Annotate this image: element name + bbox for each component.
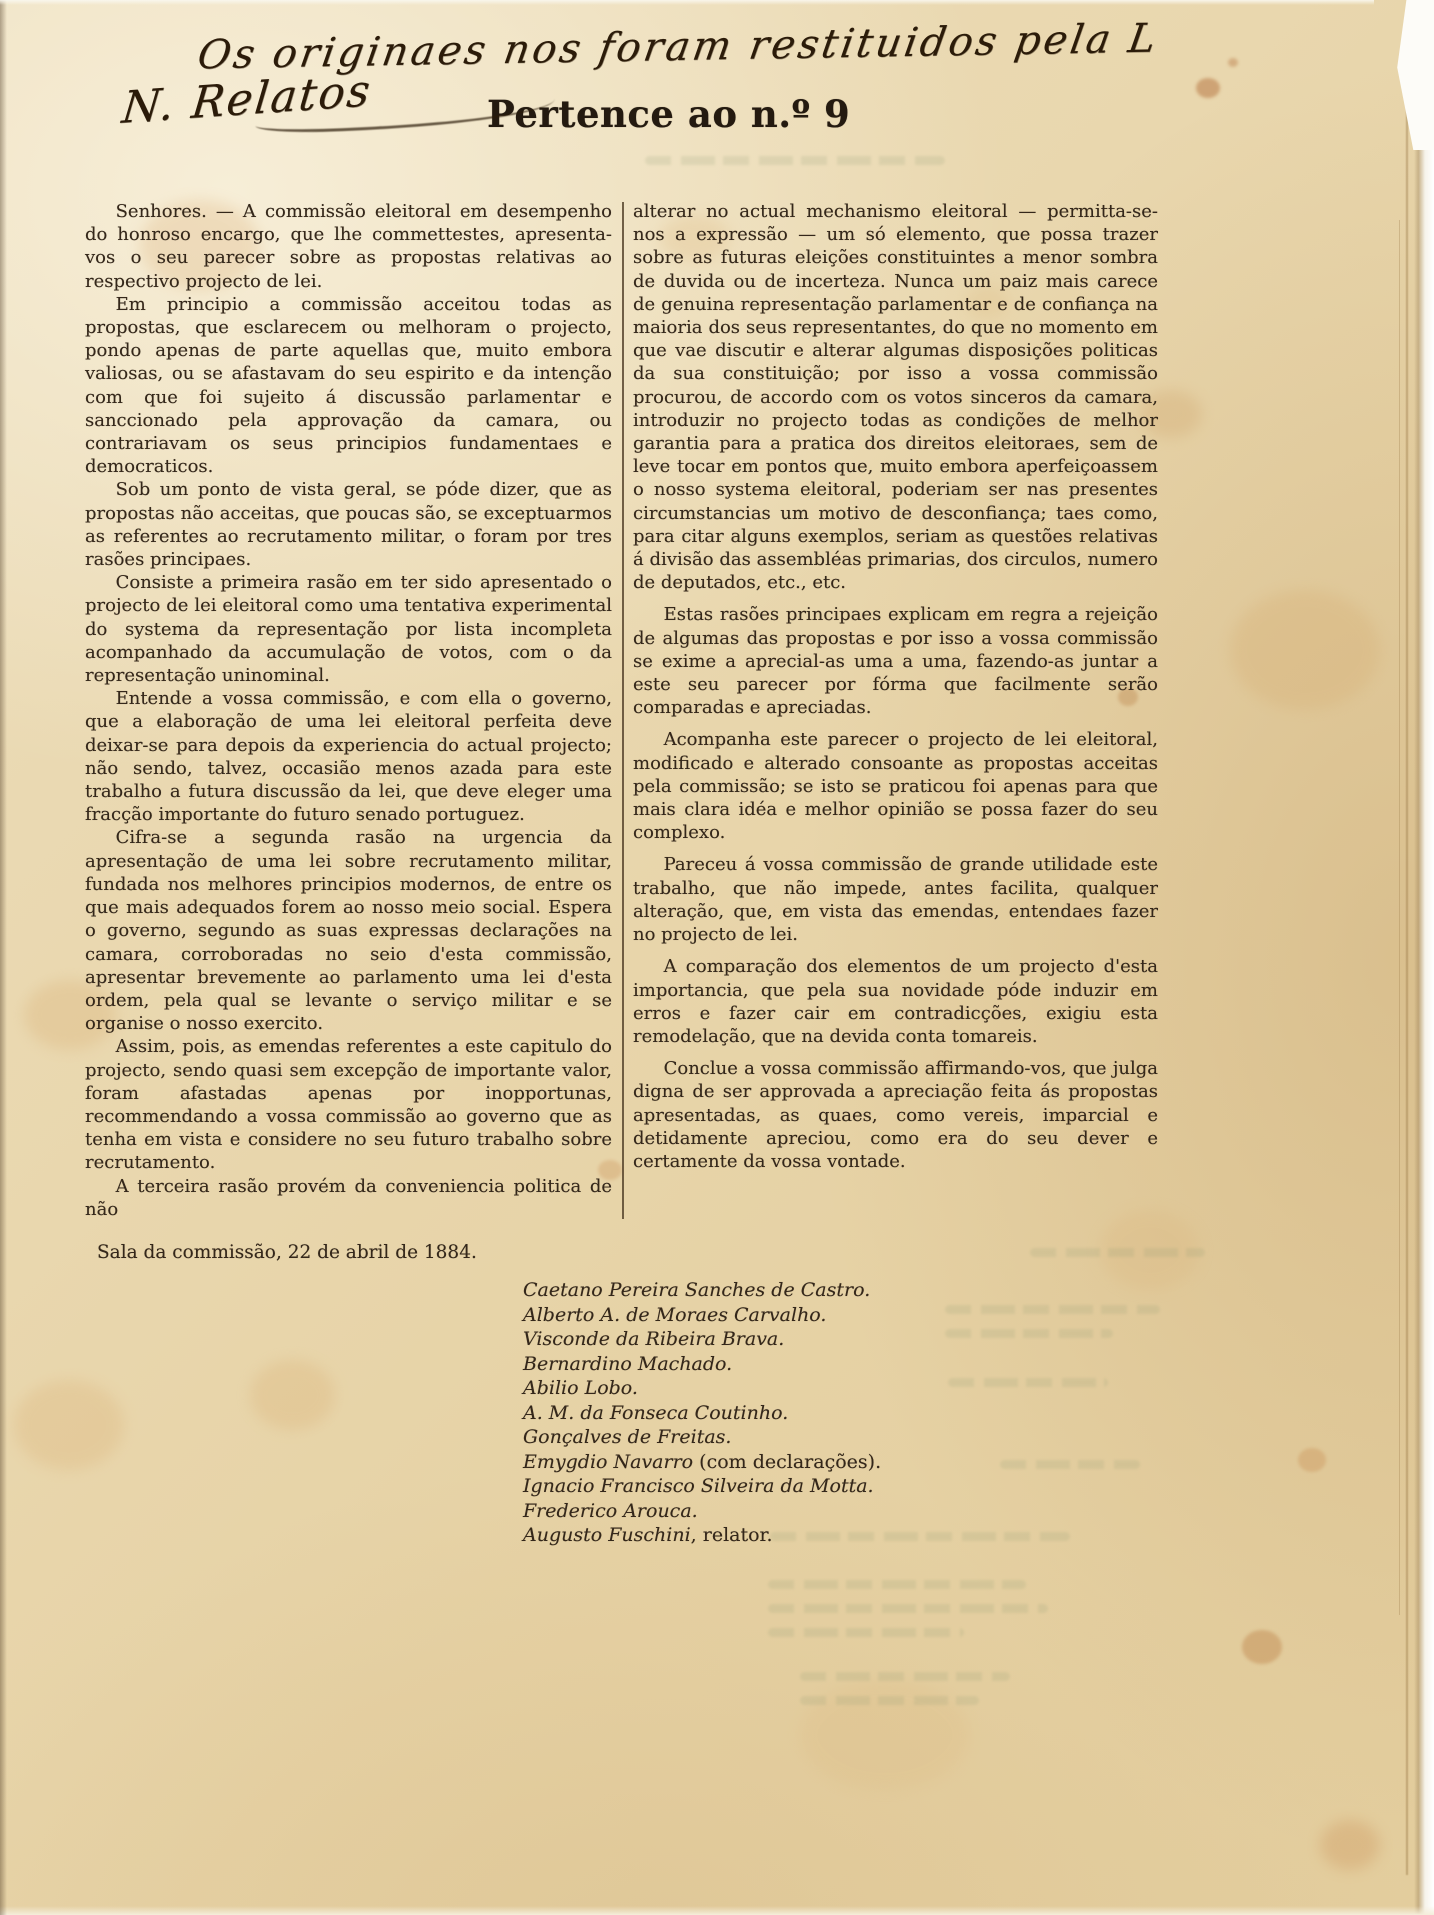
signature-name: A. M. da Fonseca Coutinho. <box>523 1401 789 1424</box>
column-divider-rule <box>622 202 624 1219</box>
page-left-edge <box>0 0 7 1915</box>
page-stack-crease <box>1406 70 1408 1875</box>
signature-suffix: , relator. <box>690 1524 773 1547</box>
signature-name: Augusto Fuschini <box>523 1524 691 1547</box>
body-paragraph: alterar no actual mechanismo eleitoral — permitta-se-nos a expressão — um só elemento, que possa trazer sobre as futuras eleições constituintes a menor sombra de duvida ou de incerteza. Nunca um paiz mais carece de genuina representação parlamentar e de confiança na maioria dos seus representantes, do que no momento em que vae discutir e alterar algumas disposições politicas da sua constituição; por isso a vossa commissão procurou, de accordo com os votos sinceros da camara, introduzir no projecto todas as condições de melhor garantia para a pratica dos direitos eleitoraes, sem de leve tocar em pontos que, muito embora aperfeiçoassem o nosso systema eleitoral, poderiam ser nas presentes circumstancias um motivo de desconfiança; taes como, para citar alguns exemplos, seriam as questões relativas á divisão das assembléas primarias, dos circulos, numero de deputados, etc., etc. <box>633 201 1158 594</box>
body-paragraph: A comparação dos elementos de um projecto d'esta importancia, que pela sua novidade póde induzir em erros e fazer cair em contradicções, exigiu esta remodelação, que na devida conta tomareis. <box>633 956 1158 1047</box>
signature-list <box>523 1278 1158 1548</box>
document-body <box>85 200 1158 1548</box>
page-stack-crease <box>1399 220 1400 1615</box>
signature-item <box>523 1499 1158 1524</box>
body-paragraph: Senhores. — A commissão eleitoral em desempenho do honroso encargo, que lhe commettestes, apresenta-vos o seu parecer sobre as propostas relativas ao respectivo projecto de lei. <box>85 201 612 292</box>
page-right-torn-edge <box>1414 0 1434 1915</box>
signature-name: Gonçalves de Freitas. <box>523 1426 732 1449</box>
body-paragraph: Entende a vossa commissão, e com ella o governo, que a elaboração de uma lei eleitoral perfeita deve deixar-se para depois da experiencia do actual projecto; não sendo, talvez, occasião menos azada para este trabalho a futura discussão da lei, que deve eleger uma fracção importante do futuro senado portuguez. <box>85 688 612 826</box>
body-paragraph: Sob um ponto de vista geral, se póde dizer, que as propostas não acceitas, que poucas são, se exceptuarmos as referentes ao recrutamento militar, o foram por tres rasões principaes. <box>85 479 612 571</box>
right-column <box>633 200 1158 1221</box>
page-title: Pertence ao n.º 9 <box>487 92 851 136</box>
body-paragraph: Assim, pois, as emendas referentes a este capitulo do projecto, sendo quasi sem excepção de importante valor, foram afastadas apenas por inopportunas, recommendando a vossa commissão ao governo que as tenha em vista e considere no seu futuro trabalho sobre recrutamento. <box>85 1036 612 1174</box>
signature-item <box>523 1376 1158 1401</box>
handwritten-annotation-top: Os originaes nos foram restituidos pela L <box>194 15 1163 79</box>
signature-item <box>523 1425 1158 1450</box>
signature-name: Visconde da Ribeira Brava. <box>523 1328 785 1351</box>
signature-item <box>523 1352 1158 1377</box>
signature-item <box>523 1303 1158 1328</box>
left-column <box>85 200 612 1221</box>
signature-item <box>523 1401 1158 1426</box>
page-top-edge <box>0 0 1374 5</box>
signature-name: Emygdio Navarro <box>523 1450 694 1473</box>
signature-name: Frederico Arouca. <box>523 1499 698 1522</box>
body-paragraph: A terceira rasão provém da conveniencia politica de não <box>85 1175 612 1220</box>
signature-item <box>523 1278 1158 1303</box>
body-paragraph: Pareceu á vossa commissão de grande utilidade este trabalho, que não impede, antes facilita, qualquer alteração, que, em vista das emendas, entendaes fazer no projecto de lei. <box>633 854 1158 946</box>
signature-name: Alberto A. de Moraes Carvalho. <box>523 1303 827 1326</box>
signature-item <box>523 1327 1158 1352</box>
handwritten-annotation-left: N. Relatos <box>119 65 375 134</box>
signature-item <box>523 1450 1158 1475</box>
body-paragraph: Em principio a commissão acceitou todas as propostas, que esclarecem ou melhoram o projecto, pondo apenas de parte aquellas que, muito embora valiosas, ou se afastavam do seu espirito e da intenção com que foi sujeito á discussão parlamentar e sanccionado pela approvação da camara, ou contrariavam os seus principios fundamentaes e democraticos. <box>85 293 612 478</box>
body-paragraph: Conclue a vossa commissão affirmando-vos, que julga digna de ser approvada a apreciação feita ás propostas apresentadas, as quaes, como vereis, imparcial e detidamente apreciou, como era do seu dever e certamente da vossa vontade. <box>633 1058 1158 1172</box>
signature-name: Ignacio Francisco Silveira da Motta. <box>523 1475 874 1498</box>
commission-dateline: Sala da commissão, 22 de abril de 1884. <box>97 1241 477 1263</box>
page-bottom-edge <box>0 1906 1434 1915</box>
signature-name: Bernardino Machado. <box>523 1352 733 1375</box>
body-paragraph: Estas rasões principaes explicam em regra a rejeição de algumas das propostas e por isso a vossa commissão se exime a aprecial-as uma a uma, fazendo-as juntar a este seu parecer por fórma que facilmente serão comparadas e apreciadas. <box>633 604 1158 719</box>
two-column-text <box>85 200 1158 1221</box>
body-paragraph: Consiste a primeira rasão em ter sido apresentado o projecto de lei eleitoral como uma tentativa experimental do systema da representação por lista incompleta acompanhado da accumulação de votos, com o da representação uninominal. <box>85 572 612 687</box>
signature-suffix: (com declarações). <box>693 1450 882 1473</box>
signature-name: Caetano Pereira Sanches de Castro. <box>523 1279 871 1302</box>
body-paragraph: Acompanha este parecer o projecto de lei eleitoral, modificado e alterado consoante as propostas acceitas pela commissão; se isto se praticou foi apenas para que mais clara idéa e melhor opinião se possa fazer do seu complexo. <box>633 729 1158 844</box>
body-paragraph: Cifra-se a segunda rasão na urgencia da apresentação de uma lei sobre recrutamento militar, fundada nos melhores principios modernos, de entre os que mais adequados forem ao nosso meio social. Espera o governo, segundo as suas expressas declarações na camara, corroboradas no seio d'esta commissão, apresentar brevemente ao parlamento uma lei d'esta ordem, pela qual se levante o serviço militar e se organise o nosso exercito. <box>85 827 612 1035</box>
signature-item <box>523 1523 1158 1548</box>
signature-item <box>523 1474 1158 1499</box>
signature-name: Abilio Lobo. <box>523 1377 638 1400</box>
